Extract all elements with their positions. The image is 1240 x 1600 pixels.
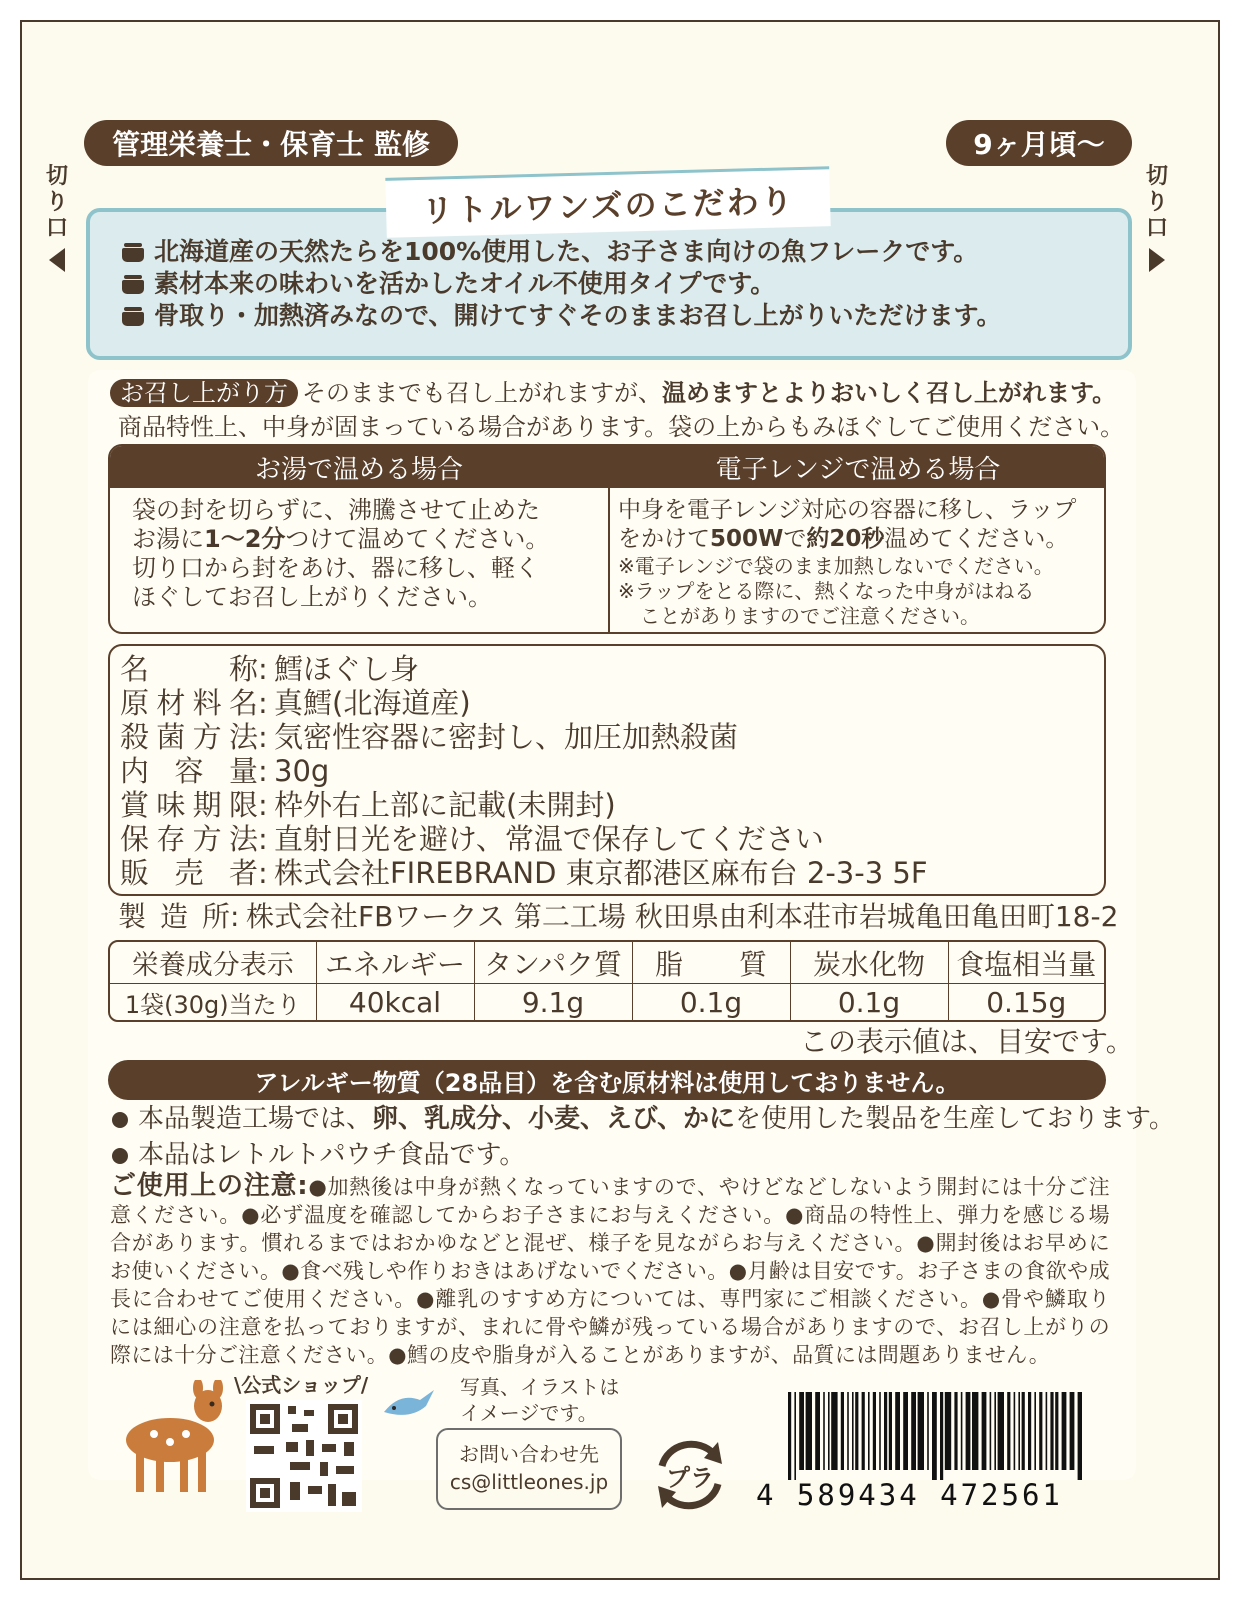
- cut-mark-right-label: 切り口: [1145, 164, 1168, 241]
- feature-item: [120, 268, 1002, 300]
- barcode-bar: [788, 1392, 791, 1480]
- feature-text: 北海道産の天然たらを100%使用した、お子さま向けの魚フレークです。: [154, 237, 979, 266]
- allergy-line-1: 本品製造工場では、卵、乳成分、小麦、えび、かにを使用した製品を生産しております。: [112, 1104, 1175, 1134]
- barcode-bar: [868, 1392, 870, 1470]
- contact-box: [436, 1428, 622, 1510]
- product-info-table: [108, 644, 1106, 896]
- serving-text: そのままでも召し上がれますが、: [302, 379, 662, 407]
- barcode-bar: [911, 1392, 916, 1470]
- nutrition-header: 炭水化物: [790, 942, 948, 984]
- cut-mark-right: [1142, 164, 1172, 272]
- barcode-bar: [990, 1392, 992, 1470]
- nutrition-header: タンパク質: [474, 942, 632, 984]
- hot-water-column: [110, 446, 608, 632]
- allergy-bar: アレルギー物質（28品目）を含む原材料は使用しておりません。: [108, 1060, 1106, 1100]
- serving-tag: お召し上がり方: [110, 379, 298, 407]
- nutrition-per: 1袋(30g)当たり: [110, 984, 316, 1020]
- info-row-storage: 保存方法 : 直射日光を避け、常温で保存してください: [120, 822, 824, 856]
- manufacturer-label: 製造所: [118, 900, 230, 933]
- recycle-pla-icon: [648, 1438, 732, 1512]
- cut-mark-left: [42, 164, 72, 272]
- barcode-bar: [966, 1392, 971, 1470]
- cut-mark-left-label: 切り口: [45, 164, 68, 241]
- microwave-note: ことがありますのでご注意ください。: [640, 604, 980, 628]
- info-value: 30g: [274, 754, 330, 788]
- pot-icon: [120, 305, 146, 327]
- bullet-icon: [112, 1148, 128, 1164]
- serving-line-1: [110, 378, 1116, 408]
- bird-illustration: [380, 1382, 436, 1422]
- barcode-number: 4 589434 472561: [756, 1478, 1063, 1512]
- barcode-bar: [879, 1392, 881, 1470]
- info-row-best-before: 賞味期限 : 枠外右上部に記載(未開封): [120, 788, 616, 822]
- usage-caution: [110, 1172, 1110, 1369]
- barcode-bar: [972, 1392, 978, 1470]
- barcode-bar: [1062, 1392, 1067, 1470]
- hot-water-line: お湯に1〜2分つけて温めてください。: [132, 525, 550, 553]
- barcode-bar: [794, 1392, 796, 1480]
- info-value: 枠外右上部に記載(未開封): [274, 788, 616, 822]
- serving-line-2: 商品特性上、中身が固まっている場合があります。袋の上からもみほぐしてご使用ください。: [118, 413, 1125, 441]
- svg-text:プラ: プラ: [666, 1464, 714, 1492]
- nutrition-table: [108, 940, 1106, 1022]
- info-value: 真鱈(北海道産): [274, 686, 471, 720]
- barcode-bar: [1028, 1392, 1031, 1470]
- info-row-seller: 販売者 : 株式会社FIREBRAND 東京都港区麻布台 2-3-3 5F: [120, 856, 928, 890]
- info-value: 直射日光を避け、常温で保存してください: [274, 822, 824, 856]
- info-label: 販売者: [120, 856, 258, 890]
- barcode-bar: [932, 1392, 937, 1480]
- info-label: 保存方法: [120, 822, 258, 856]
- nutrition-value: 40kcal: [316, 984, 474, 1020]
- nutrition-title: 栄養成分表示: [110, 942, 316, 984]
- barcode-bar: [1007, 1392, 1010, 1470]
- contact-label: お問い合わせ先: [459, 1442, 599, 1466]
- barcode-bar: [884, 1392, 887, 1470]
- microwave-line: 中身を電子レンジ対応の容器に移し、ラップ: [618, 497, 1077, 523]
- qr-code[interactable]: [246, 1400, 362, 1512]
- barcode-bar: [815, 1392, 820, 1470]
- barcode-bar: [1034, 1392, 1036, 1470]
- info-value: 鱈ほぐし身: [274, 652, 420, 686]
- feature-text: 素材本来の味わいを活かしたオイル不使用タイプです。: [154, 269, 776, 298]
- barcode-bar: [895, 1392, 900, 1470]
- nutrition-header: エネルギー: [316, 942, 474, 984]
- feature-item: [120, 236, 1002, 268]
- hot-water-line: 袋の封を切らずに、沸騰させて止めた: [132, 496, 540, 524]
- shop-label: \公式ショップ/: [234, 1373, 369, 1397]
- barcode-bar: [927, 1392, 929, 1470]
- feature-text: 骨取り・加熱済みなので、開けてすぐそのままお召し上がりいただけます。: [154, 301, 1002, 330]
- barcode-bar: [806, 1392, 812, 1470]
- microwave-line: をかけて500Wで約20秒温めてください。: [618, 526, 1069, 552]
- hot-water-title: お湯で温める場合: [254, 454, 463, 485]
- info-value: 株式会社FIREBRAND 東京都港区麻布台 2-3-3 5F: [274, 856, 928, 890]
- nutrition-note: この表示値は、目安です。: [800, 1025, 1134, 1058]
- image-note: 写真、イラストは イメージです。: [460, 1375, 620, 1425]
- barcode-bar: [1050, 1392, 1053, 1470]
- fawn-illustration: [100, 1380, 236, 1502]
- barcode-bar: [1022, 1392, 1025, 1470]
- barcode-bar: [1070, 1392, 1075, 1470]
- barcode-bar: [940, 1392, 943, 1480]
- nutrition-value: 0.1g: [790, 984, 948, 1020]
- barcode-bar: [799, 1392, 804, 1470]
- barcode-bar: [1018, 1392, 1020, 1470]
- microwave-instructions: [610, 488, 1106, 629]
- barcode-bar: [873, 1392, 876, 1470]
- barcode-bar: [823, 1392, 825, 1470]
- barcode-bar: [1055, 1392, 1058, 1470]
- hot-water-line: ほぐしてお召し上がりください。: [132, 583, 492, 611]
- nutrition-header: 食塩相当量: [948, 942, 1104, 984]
- info-row-ingredients: 原材料名 : 真鱈(北海道産): [120, 686, 471, 720]
- barcode-bar: [841, 1392, 844, 1470]
- info-label: 内容量: [120, 754, 258, 788]
- pot-icon: [120, 241, 146, 263]
- barcode-bar: [862, 1392, 865, 1470]
- barcode-bar: [1078, 1392, 1082, 1480]
- age-badge: 9ヶ月頃〜: [946, 120, 1132, 166]
- barcode-bar: [852, 1392, 854, 1470]
- info-label: 賞味期限: [120, 788, 258, 822]
- nutrition-value: 0.1g: [632, 984, 790, 1020]
- arrow-left-icon: [49, 248, 65, 272]
- info-row-name: 名称 : 鱈ほぐし身: [120, 652, 420, 686]
- features-title: リトルワンズのこだわり: [385, 166, 830, 238]
- pot-icon: [120, 273, 146, 295]
- barcode-bar: [982, 1392, 987, 1470]
- barcode-bar: [828, 1392, 830, 1470]
- bullet-icon: [112, 1112, 128, 1128]
- manufacturer-value: 株式会社FBワークス 第二工場 秋田県由利本荘市岩城亀田亀田町18-2: [246, 900, 1119, 933]
- info-row-net-weight: 内容量 : 30g: [120, 754, 330, 788]
- barcode-bar: [903, 1392, 908, 1470]
- serving-emphasis: 温めますとよりおいしく召し上がれます。: [662, 379, 1117, 407]
- allergy-line-2: 本品はレトルトパウチ食品です。: [112, 1140, 525, 1170]
- hot-water-line: 切り口から封をあけ、器に移し、軽く: [132, 554, 540, 582]
- barcode-bar: [831, 1392, 837, 1470]
- barcode-bar: [994, 1392, 996, 1470]
- barcode-bar: [954, 1392, 957, 1470]
- info-value: 気密性容器に密封し、加圧加熱殺菌: [274, 720, 739, 754]
- features-list: [120, 236, 1002, 332]
- contact-email[interactable]: cs@littleones.jp: [449, 1470, 609, 1494]
- info-label: 原材料名: [120, 686, 258, 720]
- barcode-bar: [847, 1392, 849, 1470]
- microwave-column: [610, 446, 1106, 632]
- heating-table: [108, 444, 1106, 634]
- barcode-bar: [1014, 1392, 1016, 1470]
- barcode-bar: [855, 1392, 858, 1470]
- feature-item: [120, 300, 1002, 332]
- supervision-badge: 管理栄養士・保育士 監修: [84, 120, 458, 166]
- microwave-note: ※ラップをとる際に、熱くなった中身がはねる: [618, 579, 1035, 603]
- barcode: [786, 1392, 1082, 1480]
- caution-lead: ご使用上の注意:: [110, 1171, 309, 1201]
- nutrition-value: 9.1g: [474, 984, 632, 1020]
- barcode-bar: [1046, 1392, 1048, 1470]
- hot-water-instructions: [110, 488, 608, 612]
- info-label: 名称: [120, 652, 258, 686]
- barcode-bar: [961, 1392, 963, 1470]
- info-label: 殺菌方法: [120, 720, 258, 754]
- barcode-bar: [918, 1392, 924, 1470]
- nutrition-header: 脂 質: [632, 942, 790, 984]
- arrow-right-icon: [1149, 248, 1165, 272]
- microwave-title: 電子レンジで温める場合: [715, 454, 1001, 485]
- barcode-bar: [945, 1392, 951, 1470]
- barcode-bar: [889, 1392, 892, 1470]
- microwave-note: ※電子レンジで袋のまま加熱しないでください。: [618, 554, 1054, 578]
- caution-text: ●加熱後は中身が熱くなっていますので、やけどなどしないよう開封には十分ご注意ください。●必ず温度を確認してからお子さまにお与えください。●商品の特性上、弾力を感じる場合があります。慣れるまではおかゆなどと混ぜ、様子を見ながらお与えください。●開封後はお早めにお使いください。●食べ残しや作りおきはあげないでください。●月齢は目安です。お子さまの食欲や成長に合わせてご使用ください。●離乳のすすめ方については、専門家にご相談ください。●骨や鱗取りには細心の注意を払っておりますが、まれに骨や鱗が残っている場合がありますので、お召し上がりの際には十分ご注意ください。●鱈の皮や脂身が入ることがありますが、品質には問題ありません。: [110, 1175, 1110, 1367]
- nutrition-value: 0.15g: [948, 984, 1104, 1020]
- barcode-bar: [1039, 1392, 1042, 1470]
- info-row-sterilization: 殺菌方法 : 気密性容器に密封し、加圧加熱殺菌: [120, 720, 739, 754]
- manufacturer-row: 製造所 : 株式会社FBワークス 第二工場 秋田県由利本荘市岩城亀田亀田町18-2: [118, 900, 1119, 933]
- barcode-bar: [998, 1392, 1004, 1470]
